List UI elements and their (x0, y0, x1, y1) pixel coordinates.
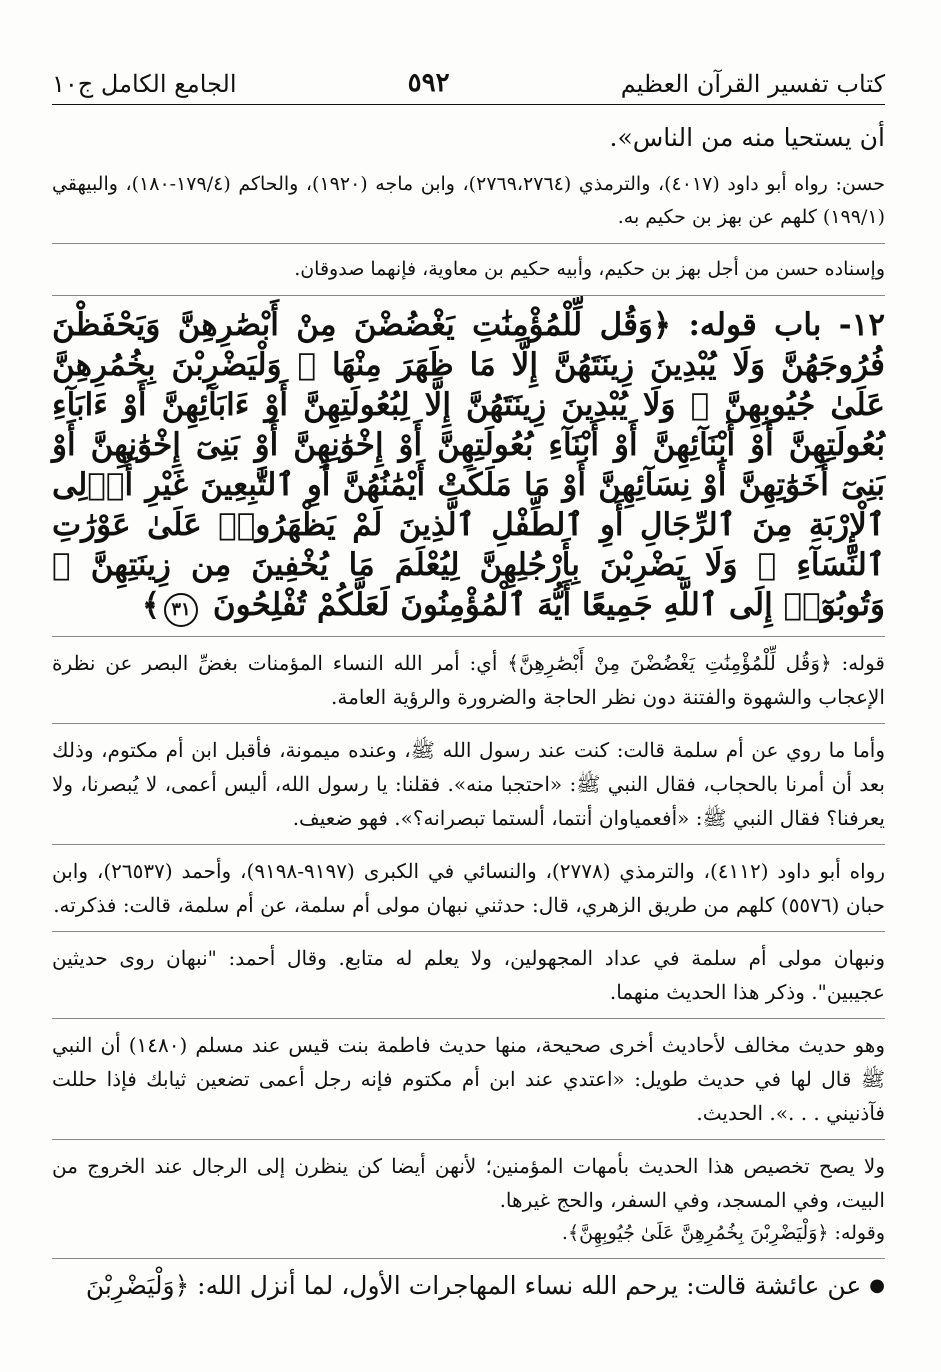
verse-close-bracket: ﴾ (141, 587, 161, 623)
paragraph: قوله: ﴿وَقُل لِّلْمُؤْمِنَٰتِ يَغْضُضْنَ مِنْ أَبْصَٰرِهِنَّ﴾ أي: أمر الله النساء المؤمنات بغضِّ البصر عن نظرة الإعجاب والشهوة والفتنة دون نظر الحاجة والضرورة والرؤية العامة. (52, 651, 885, 709)
divider (52, 295, 885, 296)
isnad-note: وإسناده حسن من أجل بهز بن حكيم، وأبيه حكيم بن معاوية، فإنهما صدوقان. (294, 258, 885, 280)
page-header (52, 58, 885, 105)
divider (52, 1258, 885, 1259)
next-verse-reference: وقوله: ﴿وَلْيَضْرِبْنَ بِخُمُرِهِنَّ عَلَىٰ جُيُوبِهِنَّ﴾. (561, 1222, 885, 1244)
chapter-label: ١٢- باب قوله: (688, 307, 885, 343)
divider (52, 1139, 885, 1140)
book-title: كتاب تفسير القرآن العظيم (620, 70, 885, 98)
final-line-text: عن عائشة قالت: يرحم الله نساء المهاجرات الأول، لما أنزل الله: ﴿وَلْيَضْرِبْنَ (85, 1271, 862, 1300)
ayah-number-marker: ٣١ (164, 593, 198, 627)
volume-title: الجامع الكامل ج١٠ (52, 70, 237, 98)
divider (52, 636, 885, 637)
divider (52, 844, 885, 845)
page-number: ٥٩٢ (407, 68, 450, 98)
hadith-line (52, 1268, 885, 1304)
divider (52, 243, 885, 244)
divider (52, 1018, 885, 1019)
paragraph: وهو حديث مخالف لأحاديث أخرى صحيحة، منها حديث فاطمة بنت قيس عند مسلم (١٤٨٠) أن النبي ﷺ قال لها في حديث طويل: «اعتدي عند ابن أم مكتوم فإنه رجل أعمى تضعين ثيابك فإذا حللت فآذنيني . . .». الحديث. (52, 1033, 885, 1125)
bullet-icon: ● (869, 1275, 885, 1296)
quran-verse: ﴿وَقُل لِّلْمُؤْمِنَٰتِ يَغْضُضْنَ مِنْ أَبْصَٰرِهِنَّ وَيَحْفَظْنَ فُرُوجَهُنَّ وَلَا يُبْدِينَ زِينَتَهُنَّ إِلَّا مَا ظَهَرَ مِنْهَا ۖ وَلْيَضْرِبْنَ بِخُمُرِهِنَّ عَلَىٰ جُيُوبِهِنَّ ۖ وَلَا يُبْدِينَ زِينَتَهُنَّ إِلَّا لِبُعُولَتِهِنَّ أَوْ ءَابَآئِهِنَّ أَوْ ءَابَآءِ بُعُولَتِهِنَّ أَوْ أَبْنَآئِهِنَّ أَوْ أَبْنَآءِ بُعُولَتِهِنَّ أَوْ إِخْوَٰنِهِنَّ أَوْ بَنِىٓ إِخْوَٰنِهِنَّ أَوْ بَنِىٓ أَخَوَٰتِهِنَّ أَوْ نِسَآئِهِنَّ أَوْ مَا مَلَكَتْ أَيْمَٰنُهُنَّ أَوِ ٱلتَّٰبِعِينَ غَيْرِ أُو۟لِى ٱلْإِرْبَةِ مِنَ ٱلرِّجَالِ أَوِ ٱلطِّفْلِ ٱلَّذِينَ لَمْ يَظْهَرُوا۟ عَلَىٰ عَوْرَٰتِ ٱلنِّسَآءِ ۖ وَلَا يَضْرِبْنَ بِأَرْجُلِهِنَّ لِيُعْلَمَ مَا يُخْفِينَ مِن زِينَتِهِنَّ ۚ وَتُوبُوٓا۟ إِلَى ٱللَّهِ جَمِيعًا أَيُّهَ ٱلْمُؤْمِنُونَ لَعَلَّكُمْ تُفْلِحُونَ (52, 307, 885, 623)
paragraph: رواه أبو داود (٤١١٢)، والترمذي (٢٧٧٨)، والنسائي في الكبرى (٩١٩٧-٩١٩٨)، وأحمد (٢٦٥٣٧)، وابن حبان (٥٥٧٦) كلهم من طريق الزهري، قال: حدثني نبهان مولى أم سلمة، عن أم سلمة، قالت: فذكرته. (52, 859, 885, 917)
chapter-heading (52, 305, 885, 627)
paragraph: وأما ما روي عن أم سلمة قالت: كنت عند رسول الله ﷺ، وعنده ميمونة، فأقبل ابن أم مكتوم، وذلك بعد أن أمرنا بالحجاب، فقال النبي ﷺ: «احتجبا منه». فقلنا: يا رسول الله، أليس أعمى، لا يُبصرنا، ولا يعرفنا؟ فقال النبي ﷺ: «أفعمياوان أنتما، ألستما تبصرانه؟». فهو ضعيف. (52, 738, 885, 830)
divider (52, 723, 885, 724)
divider (52, 931, 885, 932)
page-content (52, 118, 885, 1304)
paragraph: ولا يصح تخصيص هذا الحديث بأمهات المؤمنين؛ لأنهن أيضا كن ينظرن إلى الرجال عند الخروج من البيت، وفي المسجد، وفي السفر، والحج غيرها. (52, 1154, 885, 1212)
paragraph: ونبهان مولى أم سلمة في عداد المجهولين، ولا يعلم له متابع. وقال أحمد: "نبهان روى حديثين عجيبين". وذكر هذا الحديث منهما. (52, 946, 885, 1004)
hadith-grading: حسن: رواه أبو داود (٤٠١٧)، والترمذي (٢٧٦٩،٢٧٦٤)، وابن ماجه (١٩٢٠)، والحاكم (١٧٩/٤-١٨٠)، والبيهقي (١٩٩/١) كلهم عن بهز بن حكيم به. (52, 173, 885, 228)
lead-text: أن يستحيا منه من الناس». (609, 123, 885, 152)
